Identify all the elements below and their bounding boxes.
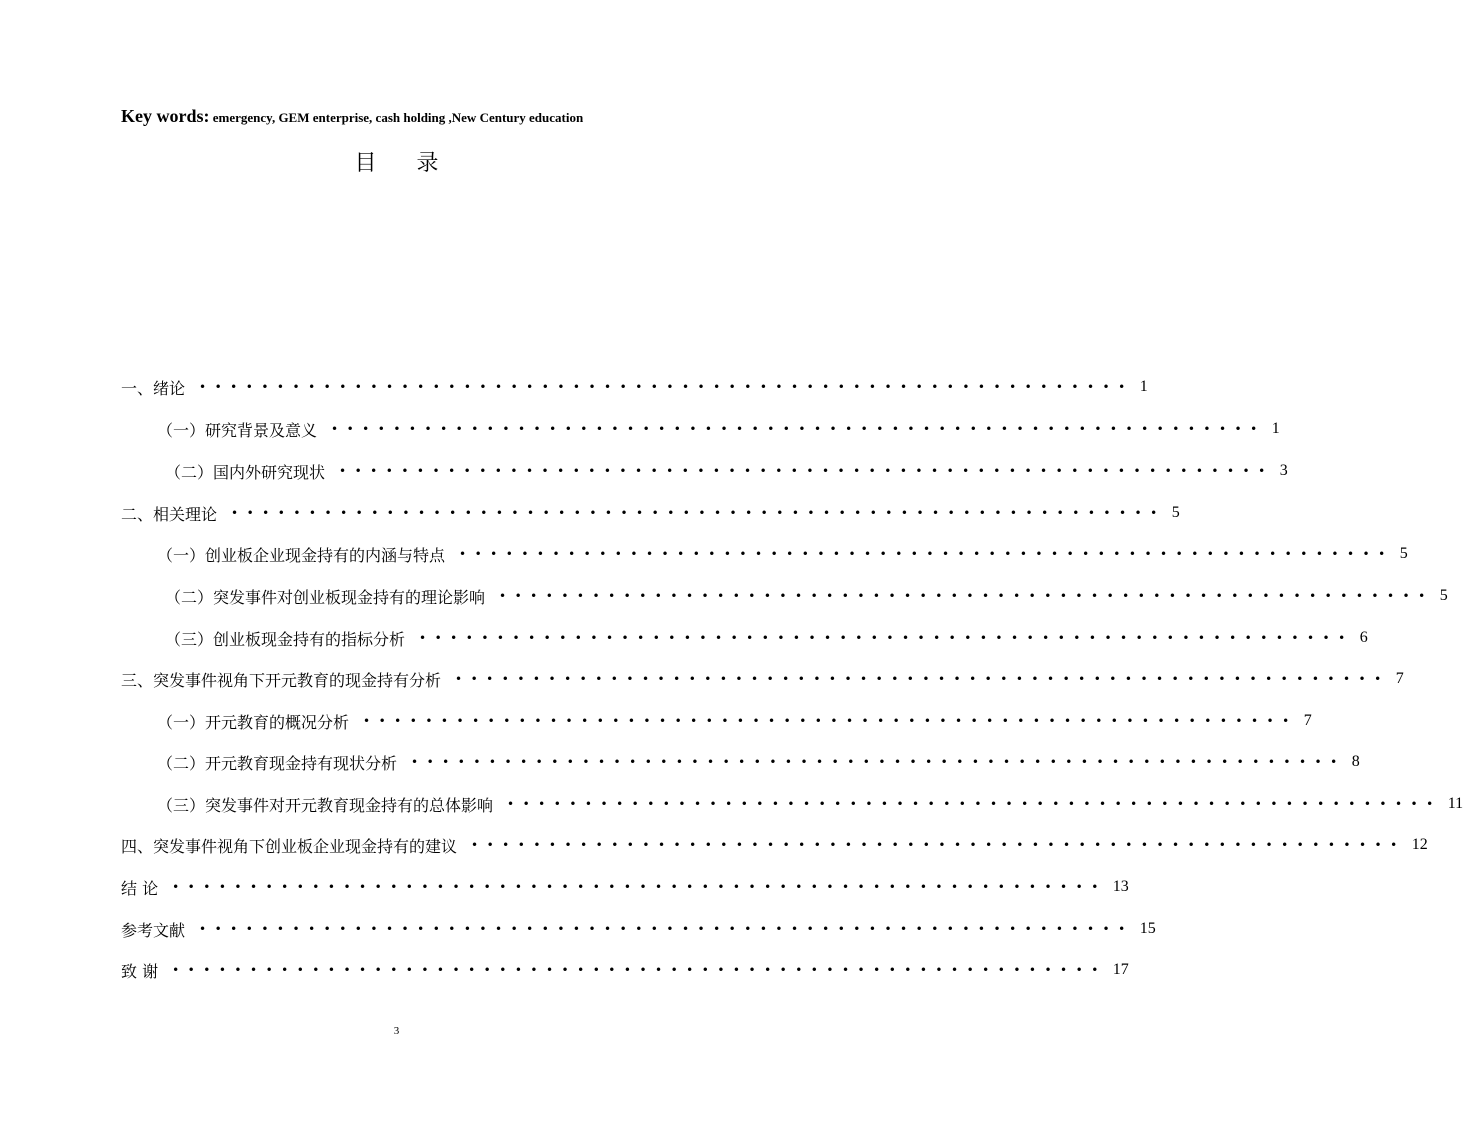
toc-entry[interactable] [121, 667, 1404, 691]
toc-entry-label: （三）突发事件对开元教育现金持有的总体影响 [157, 795, 494, 815]
toc-entry-label: 一、绪论 [121, 378, 186, 398]
toc-entry[interactable] [121, 709, 1312, 733]
toc-entry[interactable] [121, 584, 1448, 608]
toc-entry-page: 7 [1395, 670, 1404, 687]
toc-entry-label: （二）突发事件对创业板现金持有的理论影响 [165, 587, 486, 607]
toc-entry[interactable] [121, 750, 1360, 774]
toc-dot-leader: •••••••••••••••••••••••••••••••••••••••••••••••••••••••••••• [172, 880, 1107, 894]
toc-dot-leader: •••••••••••••••••••••••••••••••••••••••••••••••••••••••••••• [339, 464, 1274, 478]
toc-entry-page: 11 [1447, 795, 1463, 812]
toc-entry-label: 致 谢 [121, 961, 159, 981]
toc-entry[interactable] [121, 792, 1463, 816]
toc-entry-page: 3 [1279, 462, 1288, 479]
toc-dot-leader: •••••••••••••••••••••••••••••••••••••••••••••••••••••••••••• [331, 422, 1266, 436]
toc-entry[interactable] [121, 375, 1148, 399]
toc-dot-leader: •••••••••••••••••••••••••••••••••••••••••••••••••••••••••••• [172, 963, 1107, 977]
toc-entry-label: （一）研究背景及意义 [157, 420, 318, 440]
toc-entry-label: 三、突发事件视角下开元教育的现金持有分析 [121, 670, 442, 690]
toc-entry[interactable] [121, 833, 1428, 857]
toc-entry-page: 15 [1139, 920, 1156, 937]
toc-title: 目录 [354, 151, 479, 176]
table-of-contents [121, 0, 1463, 1000]
toc-dot-leader: •••••••••••••••••••••••••••••••••••••••••••••••••••••••••••• [419, 631, 1354, 645]
toc-entry-label: （三）创业板现金持有的指标分析 [165, 629, 406, 649]
toc-entry-page: 1 [1271, 420, 1280, 437]
toc-entry-label: 结 论 [121, 878, 159, 898]
toc-entry-label: （一）创业板企业现金持有的内涵与特点 [157, 545, 446, 565]
toc-entry-page: 8 [1351, 753, 1360, 770]
toc-entry-label: 四、突发事件视角下创业板企业现金持有的建议 [121, 836, 458, 856]
toc-dot-leader: •••••••••••••••••••••••••••••••••••••••••••••••••••••••••••• [231, 506, 1166, 520]
toc-entry-label: （二）国内外研究现状 [165, 462, 326, 482]
toc-dot-leader: •••••••••••••••••••••••••••••••••••••••••••••••••••••••••••• [471, 838, 1406, 852]
toc-dot-leader: •••••••••••••••••••••••••••••••••••••••••••••••••••••••••••• [499, 589, 1434, 603]
toc-entry-page: 5 [1439, 587, 1448, 604]
toc-dot-leader: •••••••••••••••••••••••••••••••••••••••••••••••••••••••••••• [459, 547, 1394, 561]
toc-entry[interactable] [121, 875, 1129, 899]
toc-dot-leader: •••••••••••••••••••••••••••••••••••••••••••••••••••••••••••• [411, 755, 1346, 769]
toc-entry[interactable] [121, 917, 1156, 941]
keywords-text: emergency, GEM enterprise, cash holding ,New Century education [209, 110, 584, 125]
toc-entry-page: 7 [1303, 712, 1312, 729]
toc-entry-label: 参考文献 [121, 920, 186, 940]
toc-dot-leader: •••••••••••••••••••••••••••••••••••••••••••••••••••••••••••• [507, 797, 1442, 811]
page-number: 3 [393, 1025, 400, 1037]
toc-entry-label: （一）开元教育的概况分析 [157, 712, 350, 732]
toc-entry[interactable] [121, 958, 1129, 982]
toc-dot-leader: •••••••••••••••••••••••••••••••••••••••••••••••••••••••••••• [199, 380, 1134, 394]
toc-dot-leader: •••••••••••••••••••••••••••••••••••••••••••••••••••••••••••• [199, 922, 1134, 936]
toc-dot-leader: •••••••••••••••••••••••••••••••••••••••••••••••••••••••••••• [363, 714, 1298, 728]
toc-entry-page: 5 [1399, 545, 1408, 562]
toc-entry-page: 5 [1171, 504, 1180, 521]
toc-entry-label: （二）开元教育现金持有现状分析 [157, 753, 398, 773]
keywords-label: Key words: [121, 106, 210, 126]
toc-dot-leader: •••••••••••••••••••••••••••••••••••••••••••••••••••••••••••• [455, 672, 1390, 686]
toc-entry-page: 1 [1139, 378, 1148, 395]
toc-entry[interactable] [121, 626, 1368, 650]
toc-entry[interactable] [121, 417, 1280, 441]
toc-entry-label: 二、相关理论 [121, 504, 218, 524]
toc-entry-page: 12 [1411, 836, 1428, 853]
toc-entry[interactable] [121, 501, 1180, 525]
toc-entry[interactable] [121, 542, 1408, 566]
toc-entry-page: 6 [1359, 629, 1368, 646]
toc-entry-page: 17 [1112, 961, 1129, 978]
toc-entry-page: 13 [1112, 878, 1129, 895]
toc-entry[interactable] [121, 459, 1288, 483]
